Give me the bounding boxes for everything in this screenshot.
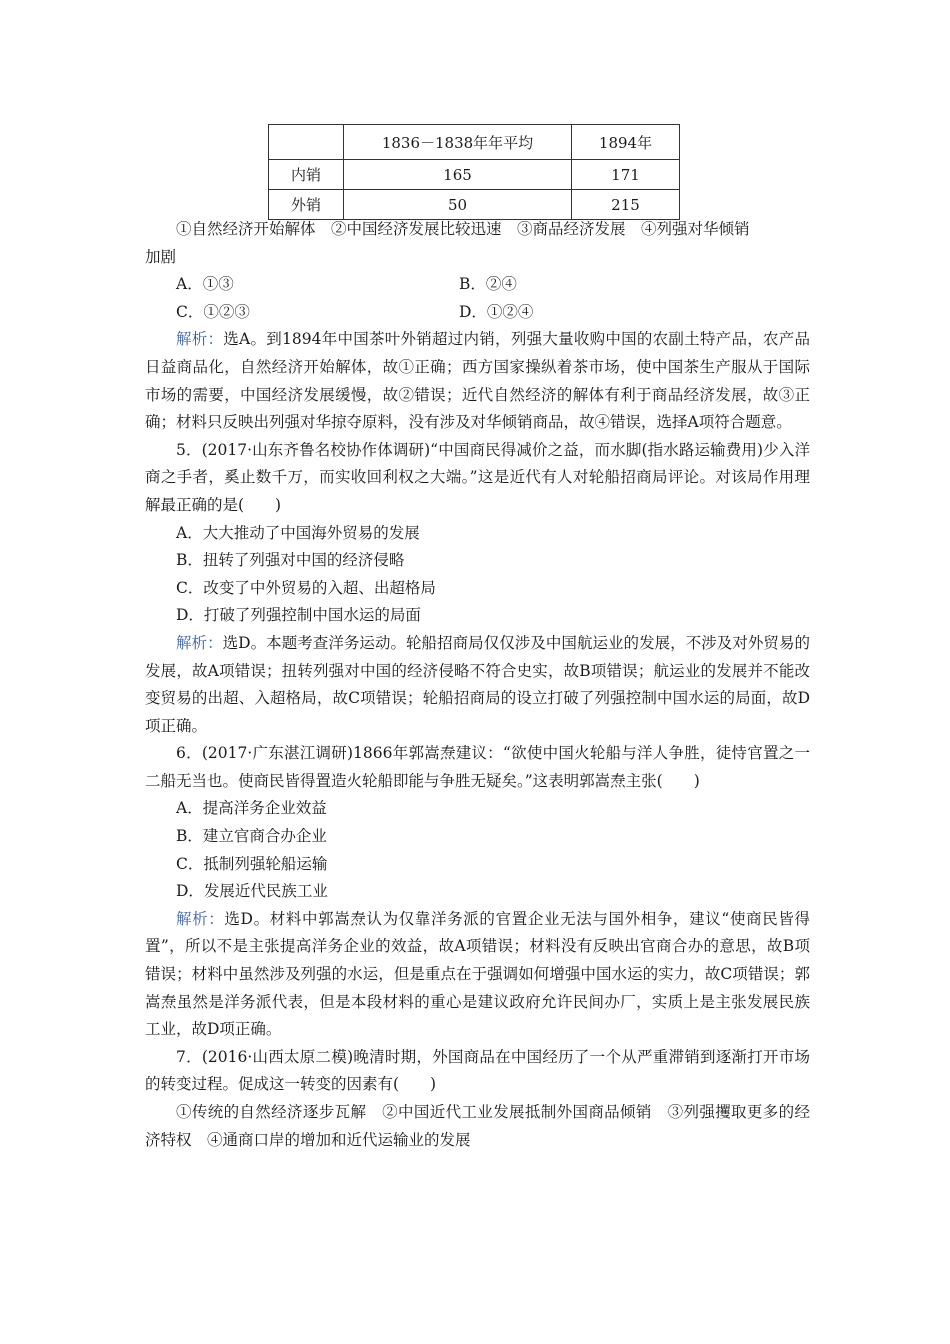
table-cell: 165	[344, 160, 572, 190]
question-content	[145, 216, 810, 1154]
table-cell: 171	[572, 160, 680, 190]
table-cell: 外销	[269, 190, 344, 220]
table-cell: 内销	[269, 160, 344, 190]
q6-stem: 6．(2017·广东湛江调研)1866年郭嵩焘建议：“欲使中国火轮船与洋人争胜，徒恃官置之一二船无当也。使商民皆得置造火轮船即能与争胜无疑矣。”这表明郭嵩焘主张( )	[145, 744, 810, 790]
option-d: D．发展近代民族工业	[176, 882, 328, 901]
q4-statements-cont: 加剧	[145, 247, 177, 266]
q5-analysis	[145, 630, 810, 740]
table-header-row	[269, 125, 680, 160]
option-c: C．抵制列强轮船运输	[176, 854, 328, 873]
option-d: D．①②④	[459, 302, 534, 321]
q4-options-row-2	[145, 299, 810, 327]
option-a: A．大大推动了中国海外贸易的发展	[176, 523, 420, 542]
analysis-label: 解析：	[176, 909, 225, 928]
option-d: D．打破了列强控制中国水运的局面	[176, 606, 421, 625]
analysis-text: 选A。到1894年中国茶叶外销超过内销，列强大量收购中国的农副土特产品，农产品日益商品化，自然经济开始解体，故①正确；西方国家操纵着茶市场，使中国茶生产服从于国际市场的需要，中国经济发展缓慢，故②错误；近代自然经济的解体有利于商品经济发展，故③正确；材料只反映出列强对华掠夺原料，没有涉及对华倾销商品，故④错误，选择A项符合题意。	[145, 330, 810, 432]
q5-stem: 5．(2017·山东齐鲁名校协作体调研)“中国商民得减价之益，而水脚(指水路运输费用)少入洋商之手者，奚止数千万，而实收回利权之大端。”这是近代有人对轮船招商局评论。对该局作用理解最正确的是( )	[145, 440, 810, 514]
option-b: B．②④	[459, 275, 517, 294]
q7-stem: 7．(2016·山西太原二模)晚清时期，外国商品在中国经历了一个从严重滞销到逐渐打开市场的转变过程。促成这一转变的因素有( )	[145, 1047, 810, 1094]
option-c: C．①②③	[176, 302, 250, 321]
analysis-text: 选D。材料中郭嵩焘认为仅靠洋务派的官置企业无法与国外相争，建议“使商民皆得置”，所以不是主张提高洋务企业的效益，故A项错误；材料没有反映出官商合办的意思，故B项错误；材料中虽然涉及列强的水运，但是重点在于强调如何增强中国水运的实力，故C项错误；郭嵩焘虽然是洋务派代表，但是本段材料的重心是建议政府允许民间办厂，实质上是主张发展民族工业，故D项正确。	[145, 909, 810, 1039]
table-cell: 50	[344, 190, 572, 220]
table-row	[269, 190, 680, 220]
option-b: B．建立官商合办企业	[176, 827, 327, 846]
analysis-label: 解析：	[176, 330, 224, 349]
q4-analysis	[145, 326, 810, 436]
table-row	[269, 160, 680, 190]
analysis-text: 选D。本题考查洋务运动。轮船招商局仅仅涉及中国航运业的发展，不涉及对外贸易的发展，故A项错误；扭转列强对中国的经济侵略不符合史实，故B项错误；航运业的发展并不能改变贸易的出超、入超格局，故C项错误；轮船招商局的设立打破了列强控制中国水运的局面，故D项正确。	[145, 633, 810, 735]
table-header-cell: 1836－1838年年平均	[344, 125, 572, 160]
tea-sales-table	[268, 124, 680, 220]
option-a: A．①③	[176, 275, 234, 294]
table-header-cell: 1894年	[572, 125, 680, 160]
q4-statements: ①自然经济开始解体 ②中国经济发展比较迅速 ③商品经济发展 ④列强对华倾销	[176, 220, 750, 238]
q4-options-row-1	[145, 271, 810, 299]
option-b: B．扭转了列强对中国的经济侵略	[176, 551, 405, 570]
q7-statements: ①传统的自然经济逐步瓦解 ②中国近代工业发展抵制外国商品倾销 ③列强攫取更多的经济特权 ④通商口岸的增加和近代运输业的发展	[145, 1103, 810, 1149]
table-cell: 215	[572, 190, 680, 220]
option-a: A．提高洋务企业效益	[176, 799, 327, 818]
q6-analysis	[145, 906, 810, 1044]
table-header-cell	[269, 125, 344, 160]
analysis-label: 解析：	[176, 633, 223, 652]
option-c: C．改变了中外贸易的入超、出超格局	[176, 578, 436, 597]
